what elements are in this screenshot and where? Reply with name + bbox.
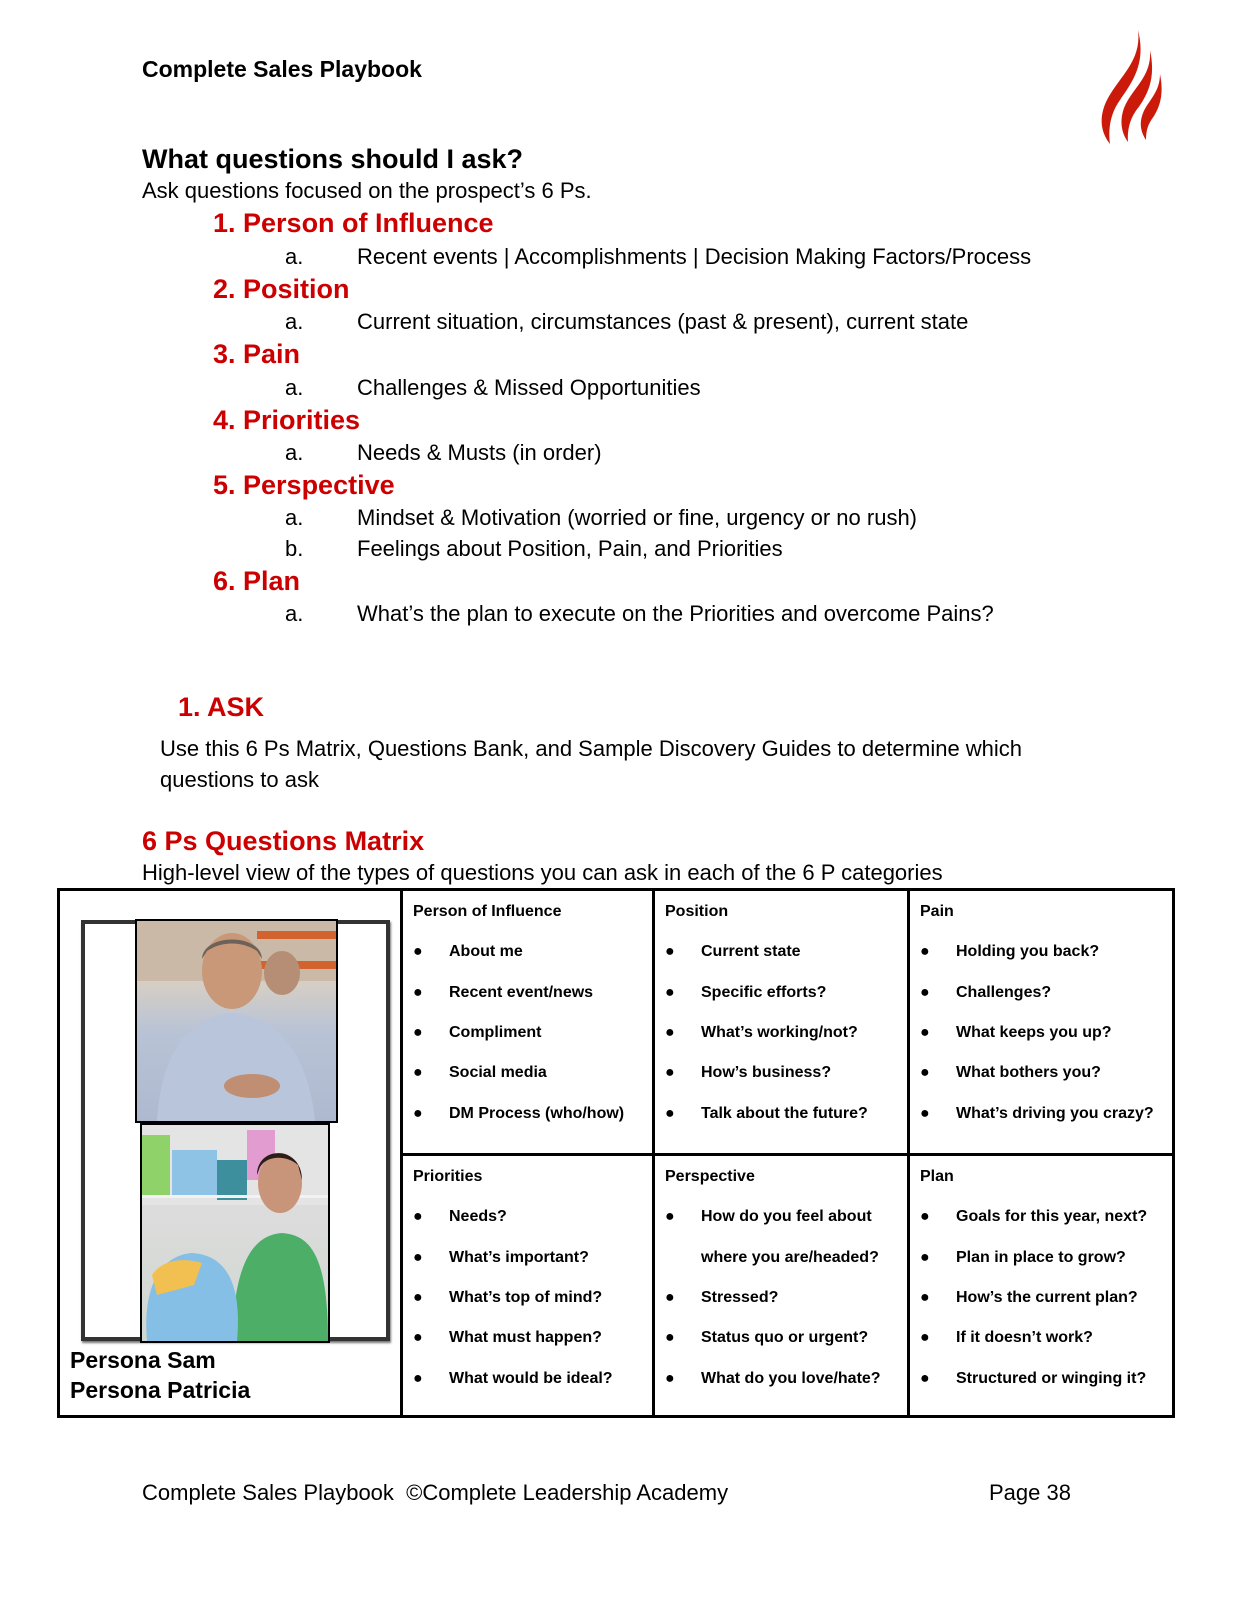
question: What’s working/not? <box>701 1024 858 1041</box>
question: How do you feel about <box>701 1208 872 1225</box>
bullet-icon: ● <box>413 984 423 1001</box>
bullet-icon: ● <box>413 1289 423 1306</box>
question: What would be ideal? <box>449 1370 613 1387</box>
question-continued: where you are/headed? <box>701 1249 879 1266</box>
sub-letter: a. <box>285 505 304 530</box>
cell-category: Pain <box>920 903 954 920</box>
question: What must happen? <box>449 1329 602 1346</box>
question: Stressed? <box>701 1289 779 1306</box>
sub-letter: a. <box>285 440 304 465</box>
bullet-icon: ● <box>665 1024 675 1041</box>
question: How’s the current plan? <box>956 1289 1138 1306</box>
sub-letter: a. <box>285 309 304 334</box>
bullet-icon: ● <box>920 1024 930 1041</box>
sub-letter: a. <box>285 601 304 626</box>
persona-sam-photo <box>135 919 338 1123</box>
matrix-subtitle: High-level view of the types of questions you can ask in each of the 6 P categories <box>142 860 943 885</box>
question: Current state <box>701 943 801 960</box>
matrix-cell-position <box>655 891 907 1153</box>
sub-letter: a. <box>285 375 304 400</box>
question: What’s important? <box>449 1249 589 1266</box>
question: Structured or winging it? <box>956 1370 1147 1387</box>
sub-text: Needs & Musts (in order) <box>357 440 602 465</box>
bullet-icon: ● <box>665 1289 675 1306</box>
question: What’s driving you crazy? <box>956 1105 1154 1122</box>
bullet-icon: ● <box>920 1329 930 1346</box>
ask-text: Use this 6 Ps Matrix, Questions Bank, and Sample Discovery Guides to determine which questions to ask <box>160 736 1023 792</box>
bullet-icon: ● <box>413 1064 423 1081</box>
footer-copyright: Complete Sales Playbook ©Complete Leadership Academy <box>142 1480 729 1505</box>
bullet-icon: ● <box>665 984 675 1001</box>
sub-text: What’s the plan to execute on the Priorities and overcome Pains? <box>357 601 994 626</box>
bullet-icon: ● <box>665 943 675 960</box>
p-item-plan: 6. Plan <box>213 566 301 596</box>
persona-names <box>70 1345 250 1405</box>
bullet-icon: ● <box>413 1249 423 1266</box>
six-ps-matrix <box>57 888 1175 1418</box>
bullet-icon: ● <box>920 1289 930 1306</box>
matrix-cell-perspective <box>655 1156 907 1418</box>
matrix-cell-priorities <box>403 1156 652 1418</box>
sub-text: Feelings about Position, Pain, and Priorities <box>357 536 783 561</box>
matrix-cell-person-of-influence <box>403 891 652 1153</box>
bullet-icon: ● <box>920 1370 930 1387</box>
question: How’s business? <box>701 1064 832 1081</box>
question: Holding you back? <box>956 943 1100 960</box>
persona-patricia-photo <box>140 1123 330 1343</box>
cell-category: Plan <box>920 1168 954 1185</box>
question: What’s top of mind? <box>449 1289 603 1306</box>
persona-name: Persona Patricia <box>70 1377 251 1403</box>
persona-name: Persona Sam <box>70 1347 216 1373</box>
bullet-icon: ● <box>413 1105 423 1122</box>
section-intro: Ask questions focused on the prospect’s 6 Ps. <box>142 178 592 203</box>
sub-letter: a. <box>285 244 304 269</box>
sub-text: Recent events | Accomplishments | Decision Making Factors/Process <box>357 244 1032 269</box>
bullet-icon: ● <box>920 984 930 1001</box>
bullet-icon: ● <box>920 1064 930 1081</box>
sub-text: Current situation, circumstances (past & present), current state <box>357 309 969 334</box>
sub-text: Challenges & Missed Opportunities <box>357 375 701 400</box>
question: Challenges? <box>956 984 1052 1001</box>
section-title: What questions should I ask? <box>142 144 524 174</box>
question: Plan in place to grow? <box>956 1249 1126 1266</box>
question: If it doesn’t work? <box>956 1329 1093 1346</box>
question: Recent event/news <box>449 984 594 1001</box>
bullet-icon: ● <box>413 1208 423 1225</box>
p-item-perspective: 5. Perspective <box>213 470 395 500</box>
cell-category: Person of Influence <box>413 903 562 920</box>
bullet-icon: ● <box>665 1370 675 1387</box>
question: DM Process (who/how) <box>449 1105 625 1122</box>
bullet-icon: ● <box>920 943 930 960</box>
bullet-icon: ● <box>413 1024 423 1041</box>
question: What bothers you? <box>956 1064 1101 1081</box>
bullet-icon: ● <box>413 1370 423 1387</box>
p-item-person-of-influence: 1. Person of Influence <box>213 208 494 238</box>
ask-heading: 1. ASK <box>178 692 265 722</box>
p-item-pain: 3. Pain <box>213 339 301 369</box>
bullet-icon: ● <box>665 1064 675 1081</box>
running-header: Complete Sales Playbook <box>142 56 422 82</box>
bullet-icon: ● <box>665 1208 675 1225</box>
matrix-cell-plan <box>910 1156 1172 1418</box>
question: Status quo or urgent? <box>701 1329 869 1346</box>
bullet-icon: ● <box>665 1329 675 1346</box>
page-number: Page 38 <box>989 1480 1071 1505</box>
question: What keeps you up? <box>956 1024 1112 1041</box>
bullet-icon: ● <box>665 1105 675 1122</box>
sub-text: Mindset & Motivation (worried or fine, urgency or no rush) <box>357 505 918 530</box>
bullet-icon: ● <box>413 1329 423 1346</box>
question: Talk about the future? <box>701 1105 868 1122</box>
bullet-icon: ● <box>920 1208 930 1225</box>
p-item-position: 2. Position <box>213 274 350 304</box>
cell-category: Perspective <box>665 1168 755 1185</box>
question: Goals for this year, next? <box>956 1208 1148 1225</box>
question: About me <box>449 943 523 960</box>
question: Needs? <box>449 1208 507 1225</box>
cell-category: Position <box>665 903 729 920</box>
matrix-title: 6 Ps Questions Matrix <box>142 826 425 856</box>
bullet-icon: ● <box>413 943 423 960</box>
bullet-icon: ● <box>920 1249 930 1266</box>
sub-letter: b. <box>285 536 304 561</box>
question: What do you love/hate? <box>701 1370 881 1387</box>
cell-category: Priorities <box>413 1168 483 1185</box>
question: Social media <box>449 1064 547 1081</box>
question: Compliment <box>449 1024 542 1041</box>
p-item-priorities: 4. Priorities <box>213 405 361 435</box>
bullet-icon: ● <box>920 1105 930 1122</box>
matrix-cell-pain <box>910 891 1172 1153</box>
question: Specific efforts? <box>701 984 827 1001</box>
flame-logo-icon <box>1088 22 1164 148</box>
